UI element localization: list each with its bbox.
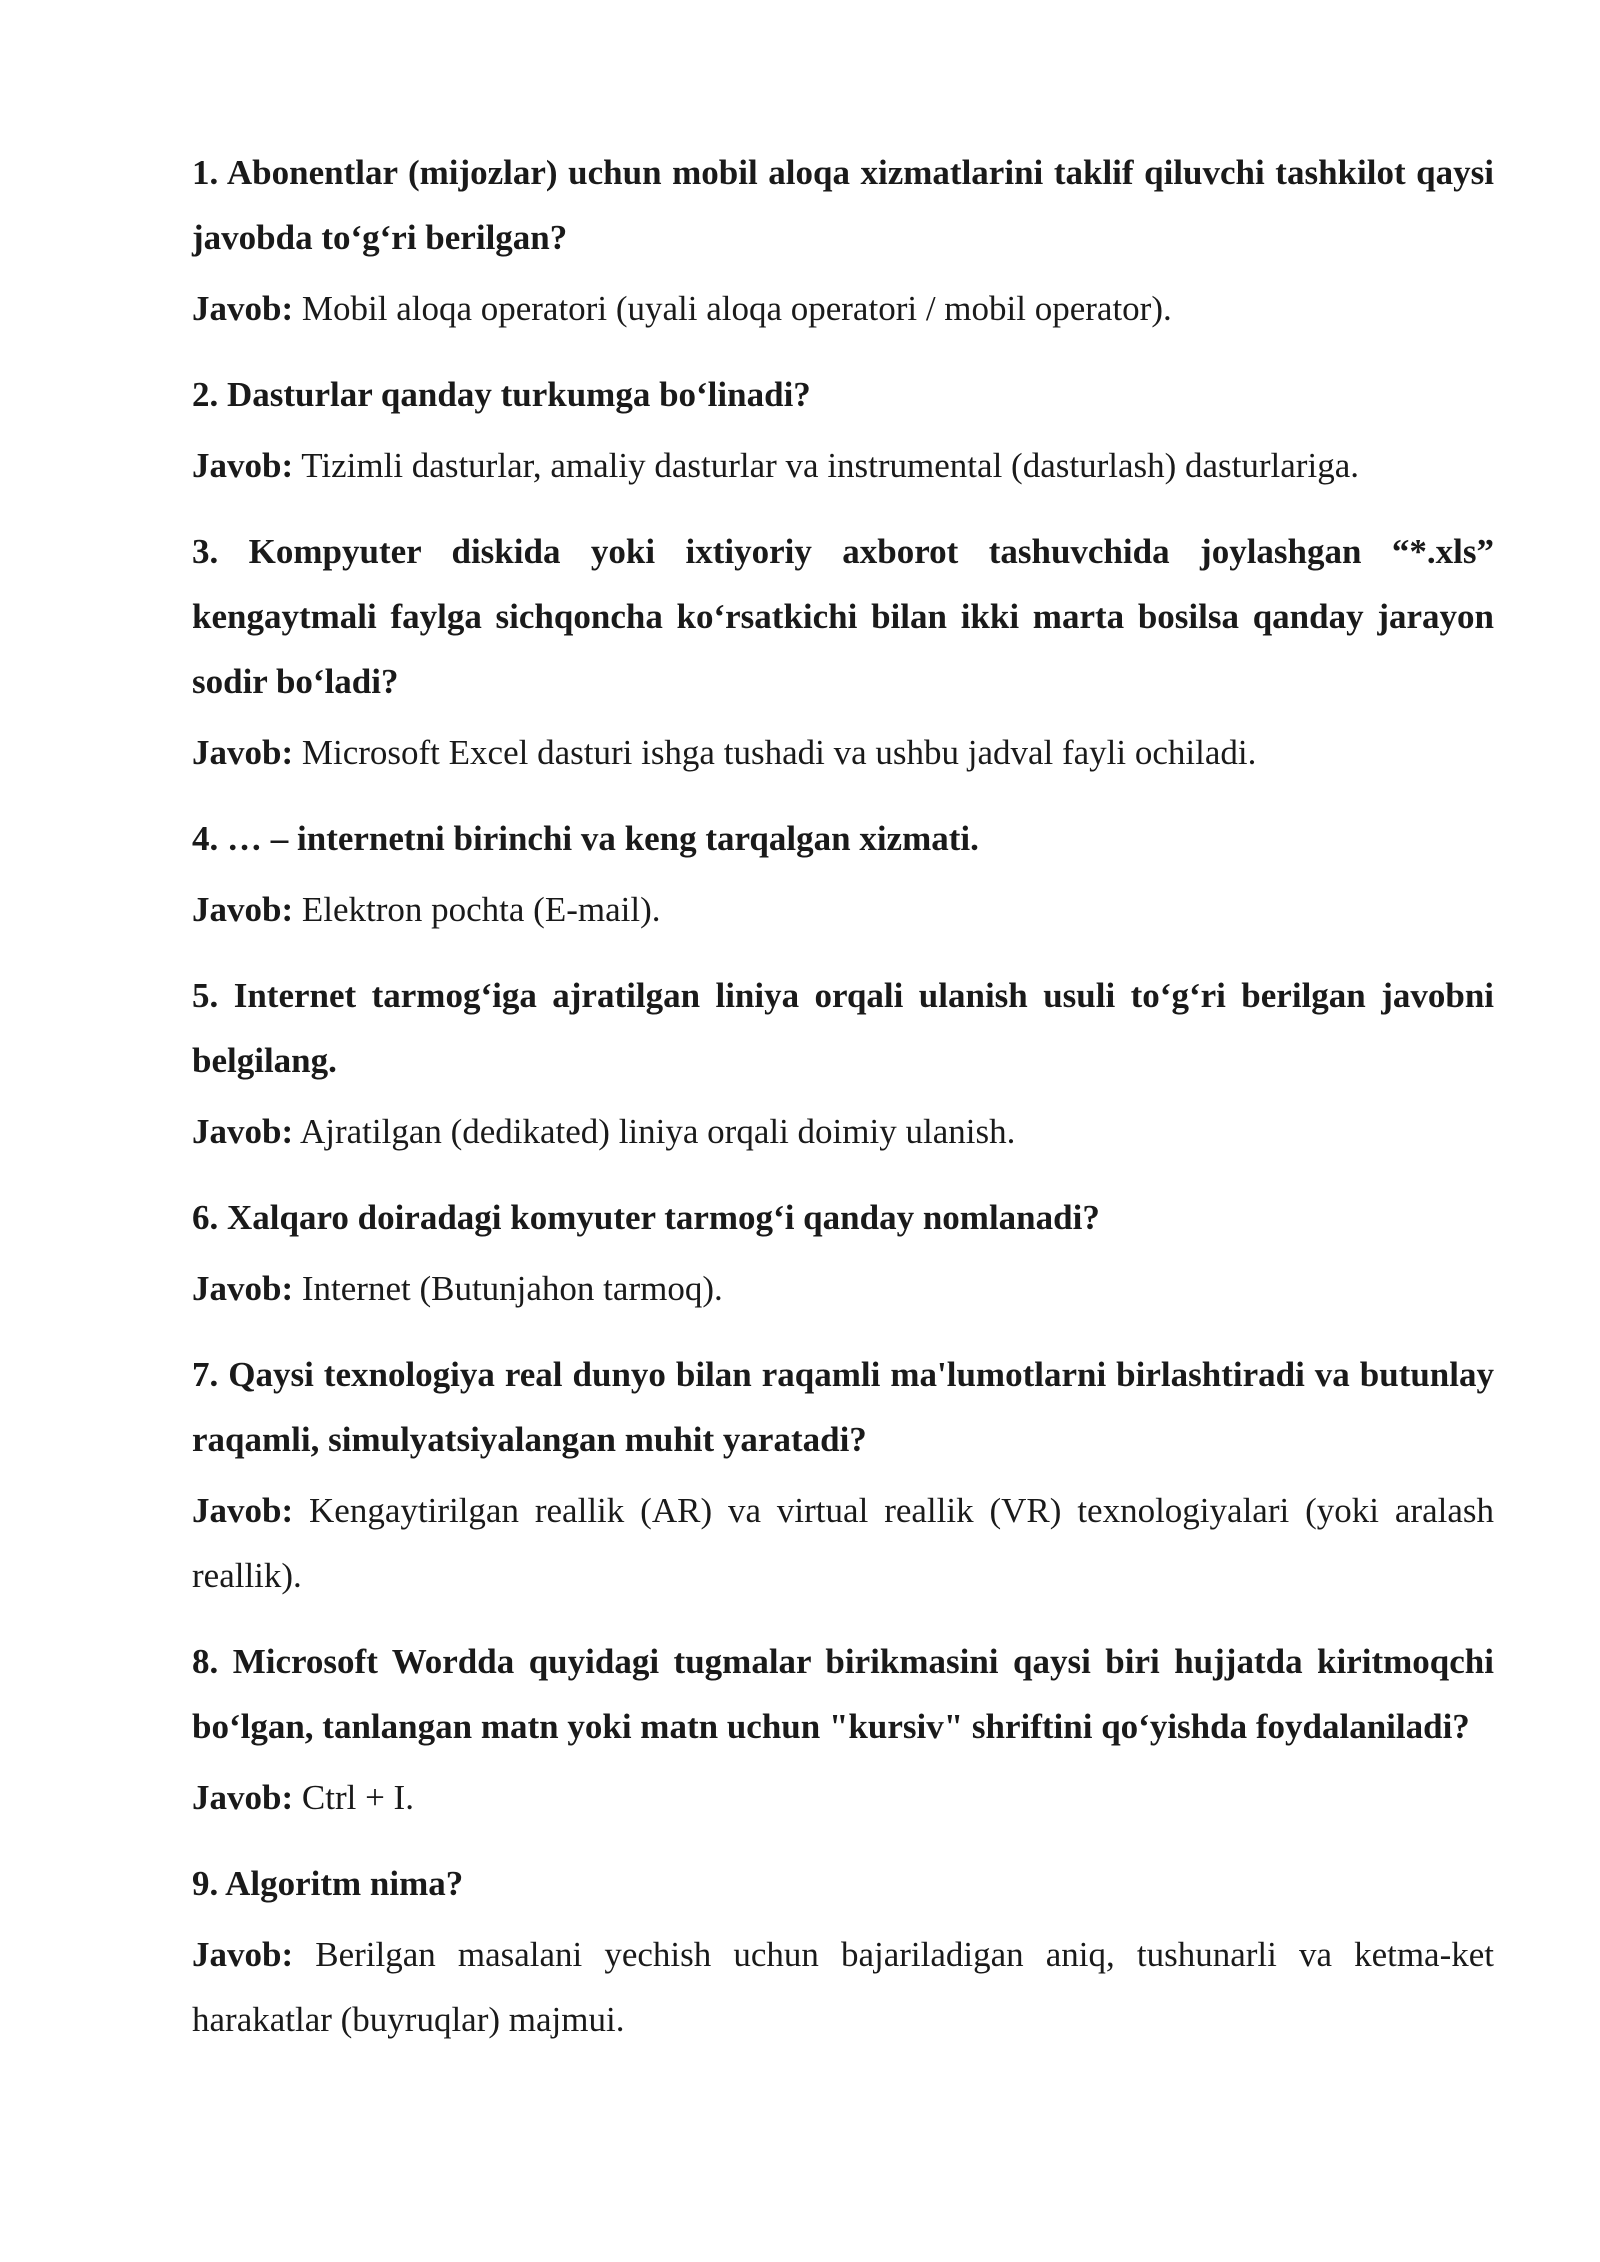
question-number: 6. [192, 1198, 219, 1237]
answer-9 [192, 1922, 1494, 2052]
answer-label: Javob: [192, 890, 294, 929]
question-6 [192, 1185, 1494, 1250]
qa-item-9 [192, 1851, 1494, 2052]
answer-label: Javob: [192, 1778, 294, 1817]
qa-item-8 [192, 1629, 1494, 1830]
question-3 [192, 519, 1494, 714]
answer-label: Javob: [192, 1269, 294, 1308]
answer-text: Elektron pochta (E-mail). [301, 890, 661, 929]
answer-label: Javob: [192, 1112, 294, 1151]
question-7 [192, 1342, 1494, 1472]
question-text: Dasturlar qanday turkumga bo‘linadi? [227, 375, 811, 414]
answer-label: Javob: [192, 1935, 294, 1974]
answer-3 [192, 720, 1494, 785]
question-number: 5. [192, 976, 219, 1015]
answer-text: Mobil aloqa operatori (uyali aloqa operatori / mobil operator). [301, 289, 1172, 328]
answer-6 [192, 1256, 1494, 1321]
question-number: 3. [192, 532, 219, 571]
question-number: 1. [192, 153, 219, 192]
question-number: 9. [192, 1864, 219, 1903]
question-number: 2. [192, 375, 219, 414]
question-text: Microsoft Wordda quyidagi tugmalar birikmasini qaysi biri hujjatda kiritmoqchi bo‘lgan, tanlangan matn yoki matn uchun "kursiv" shriftini qo‘yishda foydalaniladi? [192, 1642, 1495, 1746]
question-text: Qaysi texnologiya real dunyo bilan raqamli ma'lumotlarni birlashtiradi va butunlay raqamli, simulyatsiyalangan muhit yaratadi? [192, 1355, 1494, 1459]
question-number: 4. [192, 819, 219, 858]
question-text: Xalqaro doiradagi komyuter tarmog‘i qanday nomlanadi? [227, 1198, 1100, 1237]
answer-label: Javob: [192, 733, 294, 772]
qa-item-2 [192, 362, 1494, 498]
question-text: Algoritm nima? [225, 1864, 464, 1903]
qa-item-1 [192, 140, 1494, 341]
qa-item-7 [192, 1342, 1494, 1608]
question-9 [192, 1851, 1494, 1916]
qa-item-3 [192, 519, 1494, 785]
answer-text: Ajratilgan (dedikated) liniya orqali doimiy ulanish. [299, 1112, 1016, 1151]
answer-label: Javob: [192, 1491, 294, 1530]
answer-1 [192, 276, 1494, 341]
qa-item-5 [192, 963, 1494, 1164]
question-8 [192, 1629, 1494, 1759]
answer-8 [192, 1765, 1494, 1830]
question-number: 8. [192, 1642, 219, 1681]
qa-item-6 [192, 1185, 1494, 1321]
answer-text: Ctrl + I. [301, 1778, 414, 1817]
answer-5 [192, 1099, 1494, 1164]
answer-text: Internet (Butunjahon tarmoq). [301, 1269, 723, 1308]
question-number: 7. [192, 1355, 219, 1394]
answer-4 [192, 877, 1494, 942]
question-text: Kompyuter diskida yoki ixtiyoriy axborot tashuvchida joylashgan “*.xls” kengaytmali faylga sichqoncha ko‘rsatkichi bilan ikki marta bosilsa qanday jarayon sodir bo‘ladi? [192, 532, 1494, 701]
answer-2 [192, 433, 1494, 498]
question-text: … – internetni birinchi va keng tarqalgan xizmati. [227, 819, 979, 858]
question-2 [192, 362, 1494, 427]
answer-label: Javob: [192, 289, 294, 328]
question-4 [192, 806, 1494, 871]
answer-text: Tizimli dasturlar, amaliy dasturlar va instrumental (dasturlash) dasturlariga. [301, 446, 1359, 485]
answer-text: Kengaytirilgan reallik (AR) va virtual reallik (VR) texnologiyalari (yoki aralash reallik). [192, 1491, 1494, 1595]
question-text: Internet tarmog‘iga ajratilgan liniya orqali ulanish usuli to‘g‘ri berilgan javobni belgilang. [192, 976, 1495, 1080]
answer-text: Berilgan masalani yechish uchun bajariladigan aniq, tushunarli va ketma-ket harakatlar (buyruqlar) majmui. [192, 1935, 1495, 2039]
answer-label: Javob: [192, 446, 294, 485]
answer-text: Microsoft Excel dasturi ishga tushadi va ushbu jadval fayli ochiladi. [301, 733, 1257, 772]
question-5 [192, 963, 1494, 1093]
question-text: Abonentlar (mijozlar) uchun mobil aloqa xizmatlarini taklif qiluvchi tashkilot qaysi javobda to‘g‘ri berilgan? [192, 153, 1494, 257]
qa-list [192, 140, 1494, 2073]
qa-item-4 [192, 806, 1494, 942]
question-1 [192, 140, 1494, 270]
answer-7 [192, 1478, 1494, 1608]
